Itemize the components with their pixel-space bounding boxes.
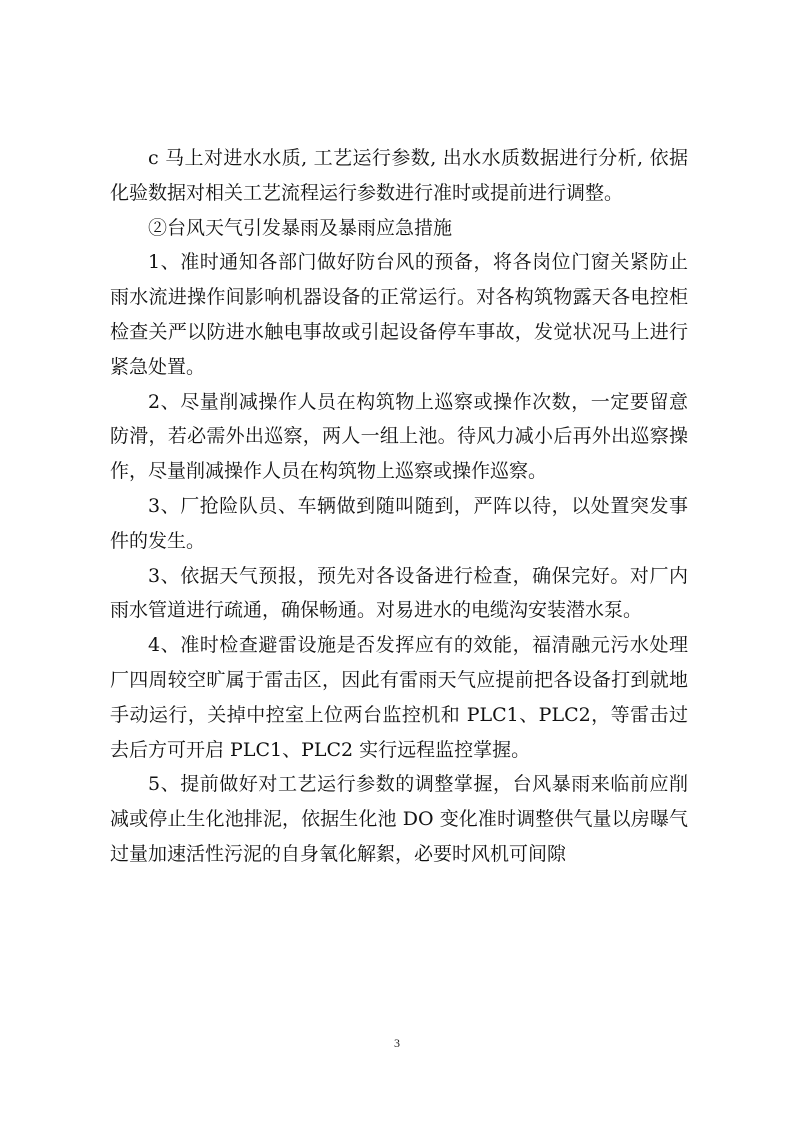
paragraph-item-5: 5、提前做好对工艺运行参数的调整掌握，台风暴雨来临前应削减或停止生化池排泥，依据生化池 DO 变化准时调整供气量以房曝气过量加速活性污泥的自身氧化解絮，必要时风机可间隙 [110, 773, 688, 865]
page-number: 3 [394, 1036, 400, 1050]
document-body [110, 141, 688, 872]
paragraph-item-2: 2、尽量削减操作人员在构筑物上巡察或操作次数，一定要留意防滑，若必需外出巡察，两人一组上池。待风力减小后再外出巡察操作，尽量削减操作人员在构筑物上巡察或操作巡察。 [110, 390, 688, 483]
paragraph-item-3b: 3、依据天气预报，预先对各设备进行检查，确保完好。对厂内雨水管道进行疏通，确保畅通。对易进水的电缆沟安装潜水泵。 [110, 564, 688, 622]
paragraph-item-1: 1、准时通知各部门做好防台风的预备，将各岗位门窗关紧防止雨水流进操作间影响机器设备的正常运行。对各构筑物露天各电控柜检查关严以防进水触电事故或引起设备停车事故，发觉状况马上进行紧急处置。 [110, 251, 688, 378]
paragraph-water-quality-analysis: c 马上对进水水质, 工艺运行参数, 出水水质数据进行分析, 依据化验数据对相关工艺流程运行参数进行准时或提前进行调整。 [110, 147, 688, 204]
paragraph-item-3a: 3、厂抢险队员、车辆做到随叫随到，严阵以待，以处置突发事件的发生。 [110, 494, 688, 552]
paragraph-item-4: 4、准时检查避雷设施是否发挥应有的效能，福清融元污水处理厂四周较空旷属于雷击区，因此有雷雨天气应提前把各设备打到就地手动运行，关掉中控室上位两台监控机和 PLC1、PLC2，等雷击过去后方可开启 PLC1、PLC2 实行远程监控掌握。 [110, 634, 688, 761]
section-heading-typhoon-rainstorm: ②台风天气引发暴雨及暴雨应急措施 [148, 216, 453, 239]
